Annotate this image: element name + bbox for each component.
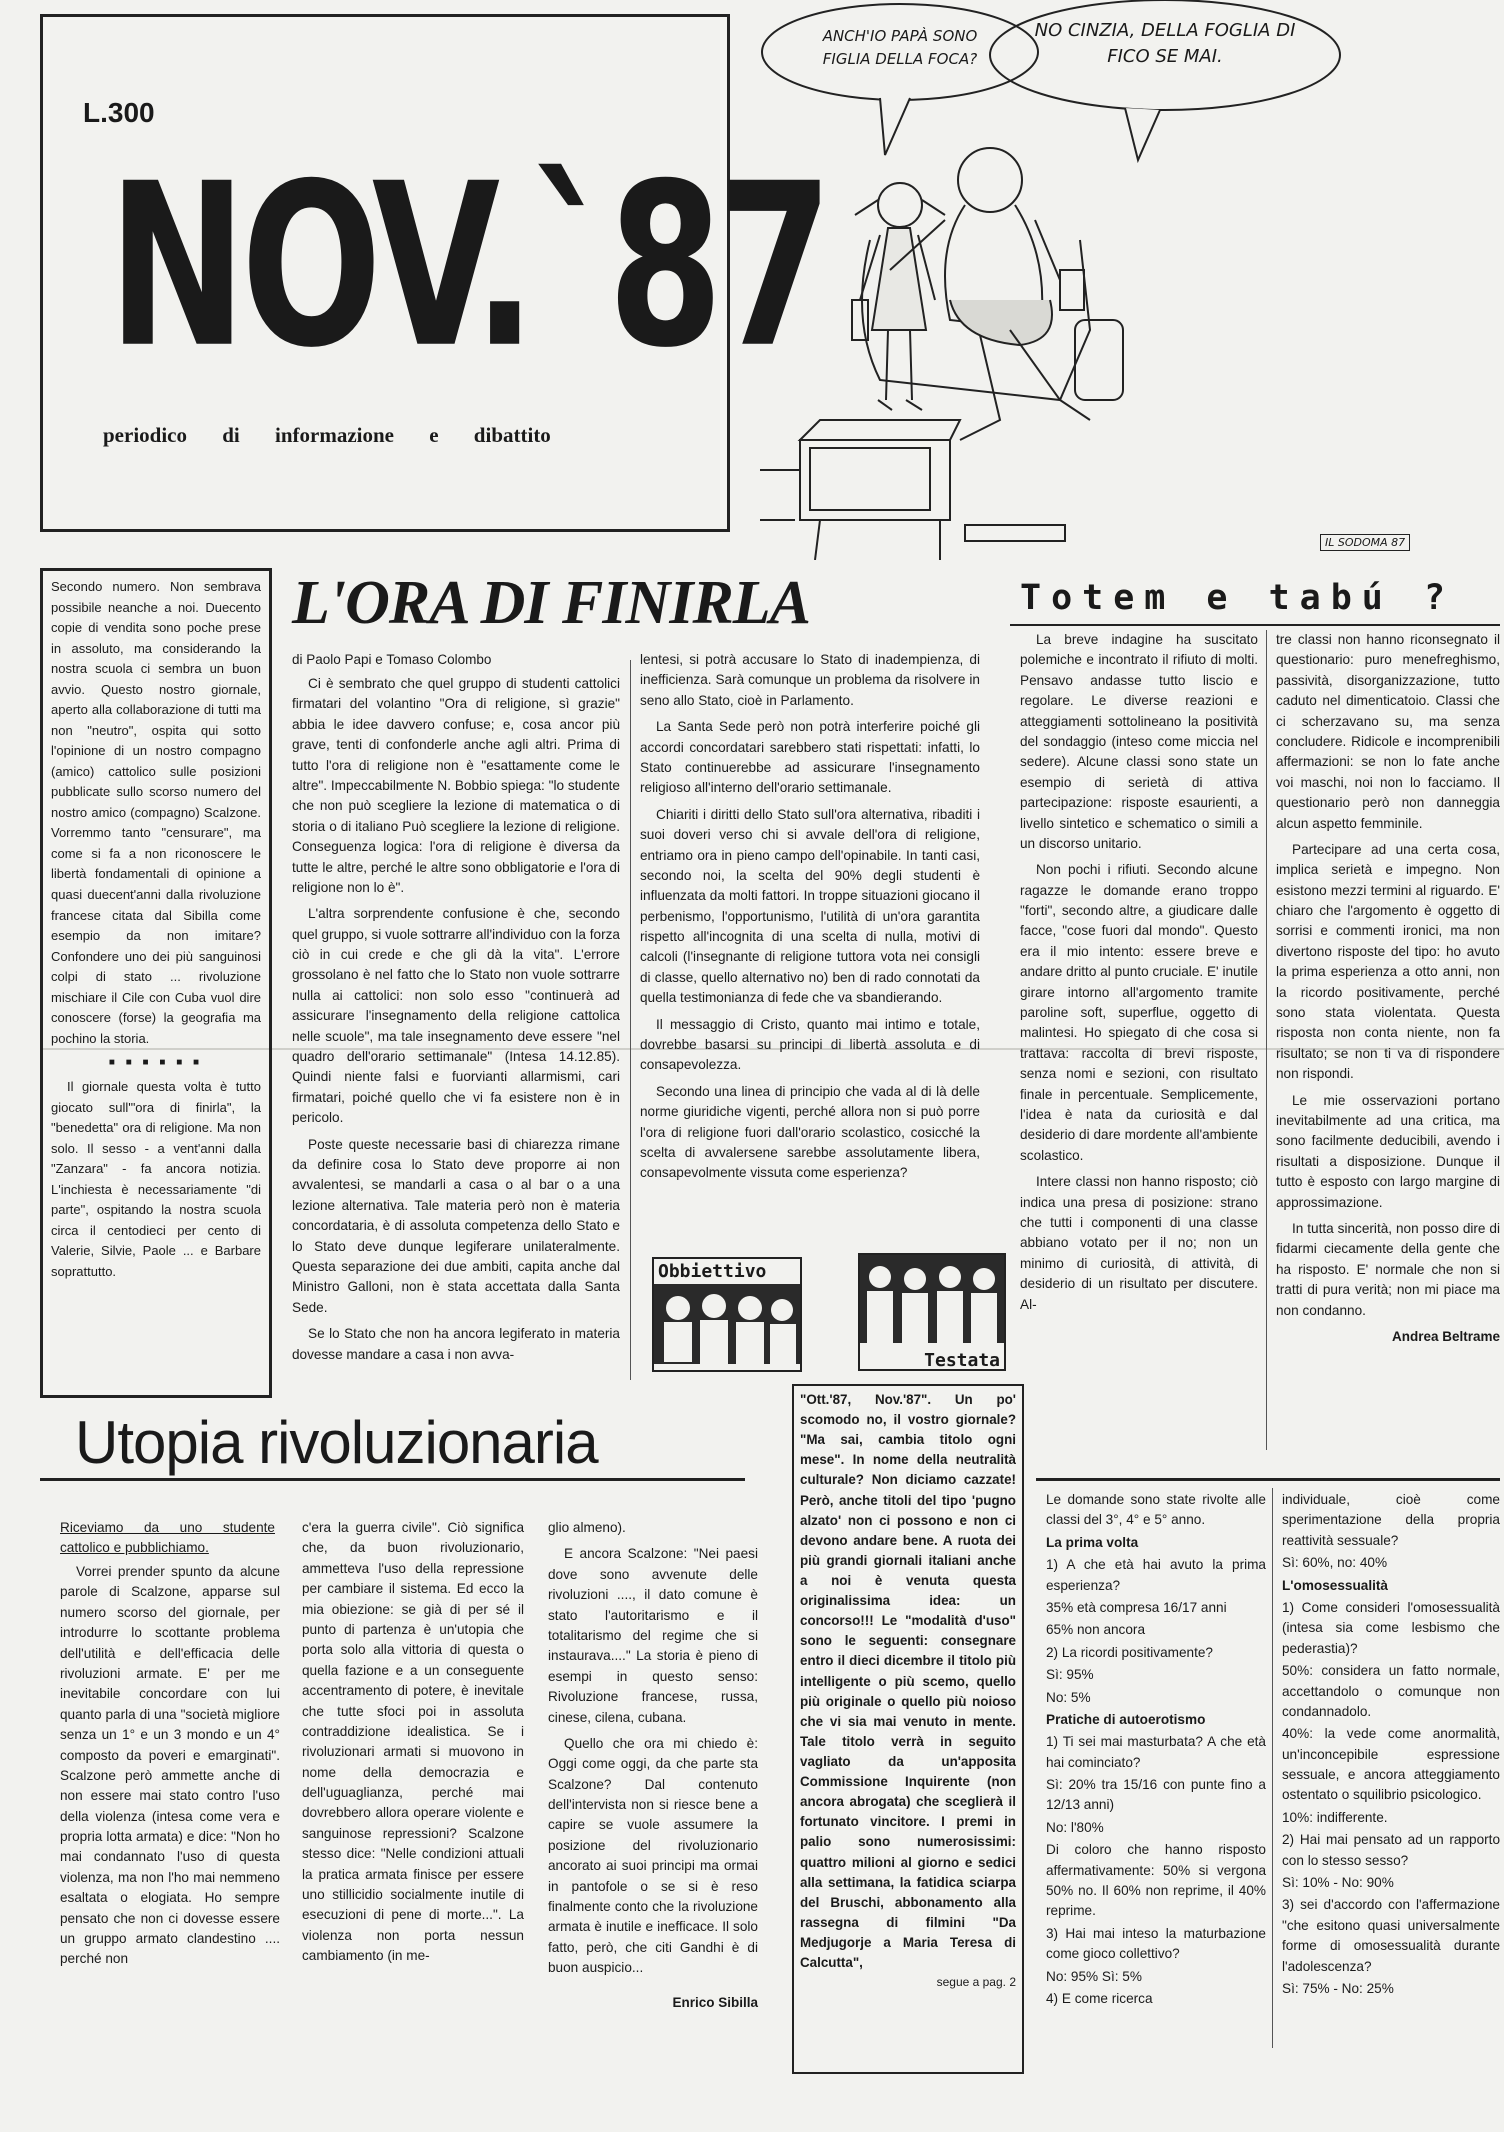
testata-box [858,1253,1006,1371]
masthead-title: NOV.`87 [108,136,828,398]
price: L.300 [83,97,155,128]
survey-line: Sì: 20% tra 15/16 con punte fino a 12/13 anni) [1046,1777,1266,1813]
crowd-icon [860,1255,1004,1343]
survey-section-title: Pratiche di autoerotismo [1046,1711,1206,1727]
finirla-paragraph: L'altra sorprendente confusione è che, secondo quel gruppo, si vuole sottrarre all'individuo con la forza ciò in cui crede e che gli dà la vita". L'errore grossolano è nel fatto che lo Stato non vuole sottrarre nulla ai cattolici: non solo esso "continuerà ad assicurare l'insegnamento della religione cattolica nelle scuole", ma tale insegnamento deve essere "nel quadro dell'orario settimanale" (Intesa 14.12.85). Quindi niente falsi e fuorvianti allarmismi, cari firmatari, poiché quello che vi fa esistere non è in pericolo. [292,906,620,1126]
survey-line: 1) Come consideri l'omosessualità (intesa sia come lesbismo che pederastia)? [1282,1599,1500,1656]
survey-line: 65% non ancora [1046,1622,1146,1638]
bubble-left-text: ANCH'IO PAPÀ SONO FIGLIA DELLA FOCA? [822,27,978,68]
column-divider [1266,630,1267,1450]
finirla-byline: di Paolo Papi e Tomaso Colombo [292,652,492,667]
finirla-paragraph: Il messaggio di Cristo, quanto mai intimo e totale, dovrebbe basarsi su principi di libertà assoluta e di consapevolezza. [640,1016,980,1073]
utopia-rule [40,1478,745,1481]
column-divider [630,660,631,1380]
testata-article-box [792,1384,1024,2074]
survey-line: No: 95% Sì: 5% [1046,1968,1142,1984]
utopia-headline: Utopia rivoluzionaria [75,1409,598,1476]
survey-line: No: l'80% [1046,1819,1104,1835]
survey-line: 40%: la vede come anormalità, un'inconcepibile espressione sessuale, e ancora atteggiamento ostentato o squilibrio psicologico. [1282,1726,1500,1803]
obbiettivo-box [652,1257,802,1372]
survey-line: 2) La ricordi positivamente? [1046,1644,1213,1660]
utopia-paragraph: glio almeno). [548,1520,626,1535]
survey-line: 4) E come ricerca [1046,1990,1153,2006]
survey-line: 35% età compresa 16/17 anni [1046,1599,1227,1615]
utopia-paragraph: Quello che ora mi chiedo è: Oggi come oggi, da che parte sta Scalzone? Dal contenuto dell'intervista non si riesce bene a capire se vuole assumere la posizione del rivoluzionario ancorato ai suoi principi ma ormai in pantofole o se si è reso finalmente conto che la rivoluzione armata è inutile e inefficace. Il solo fatto, però, che citi Gandhi è di buon auspicio... [548,1735,758,1976]
totem-paragraph: tre classi non hanno riconsegnato il questionario: puro menefreghismo, passività, disorganizzazione, tutto caduto nel dimenticatoio. Classi che ci scherzavano su, ma senza concludere. Ridicole e incomprenibili affermazioni: se non lo fate anche voi maschi, noi non lo facciamo. Il questionario però non danneggia alcun aspetto femminile. [1276,632,1500,831]
totem-col2 [1276,630,1500,1347]
finirla-col2 [640,650,980,1190]
survey-section-title: L'omosessualità [1282,1577,1388,1593]
totem-col1 [1020,630,1258,1321]
survey-intro: Le domande sono state rivolte alle classi del 3°, 4° e 5° anno. [1046,1492,1266,1528]
obbiettivo-label: Obbiettivo [658,1261,767,1282]
finirla-paragraph: Secondo una linea di principio che vada al di là delle norme giuridiche vigenti, perché allora non si può porre l'ora di religione fuori dall'orario scolastico, cosicché la scelta di avvalersene sarebbe assolutamente libera, consapevolmente vissuta come esperienza? [640,1083,980,1181]
utopia-col2: c'era la guerra civile". Ciò significa che, da buon rivoluzionario, ammetteva l'uso della repressione per cambiare il sistema. Ed ecco la mia obiezione: se già di per sé il punto di partenza è un'utopia che porta solo alla vittoria di questa o quella fazione e a un conseguente accentramento di potere, è inevitale che tutte sfoci poi in assoluta contraddizione idealistica. Se i rivoluzionari armati si muovono in nome della democrazia e dell'uguaglianza, perché mai dovrebbero allora operare violente e sanguinose repressioni? Scalzone stesso dice: "Nelle condizioni attuali la pratica armata finisce per essere uno stillicidio socialmente inutile di esecuzioni di pene di morte...". La violenza non porta nessun cambiamento (in me- [302,1520,524,1964]
totem-paragraph: Non pochi i rifiuti. Secondo alcune ragazze le domande erano troppo "forti", secondo altre, a giudicare dalle facce, "cose fuori dal mondo". Questo era il mio intento: essere breve e andare dritto al punto cruciale. E' inutile girare intorno all'argomento tramite paroline soft, superflue, oggetto di malintesi. Ho spiegato di che cosa si trattava: raccolta di brevi risposte, senza nomi e sezioni, con risultato finale in percentuale. Semplicemente, l'idea è nata da curiosità e dal desiderio di dare mordente all'ambiente scolastico. [1020,862,1258,1163]
survey-line: Sì: 10% - No: 90% [1282,1875,1394,1891]
survey-line: 3) Hai mai inteso la maturbazione come gioco collettivo? [1046,1925,1266,1962]
cartoon-signature: IL SODOMA 87 [1320,534,1410,551]
survey-line: 10%: indifferente. [1282,1809,1388,1825]
survey-line: 50%: considera un fatto normale, accettandolo o comunque non condannadolo. [1282,1663,1500,1719]
testata-body: "Ott.'87, Nov.'87". Un po' scomodo no, il vostro giornale? "Ma sai, cambia titolo ogni mese". In nome della neutralità culturale? Non diciamo cazzate! Però, anche titoli del tipo 'pugno alzato' non ci possono e non ci devono andare bene. A ruota dei più grandi giornali italiani anche a noi è venuta questa originalissima idea: un concorso!!! Le "modalità d'uso" sono le seguenti: consegnare entro il dieci dicembre il titolo più intelligente o più scemo, quello più originale o quello più noioso che vi sia mai venuto in mente. Tale titolo verrà in seguito vagliato da un'apposita Commissione Inquirente (non ancora abrogata) che sceglierà il fortunato vincitore. I premi in palio sono numerosissimi: quattro milioni al giorno e sedici alla settimana, la fatidica sciarpa del Bruschi, abbonamento alla rassegna di filmini "Da Medjugorje a Maria Teresa di Calcutta", [800,1392,1016,1971]
totem-signature: Andrea Beltrame [1391,1328,1500,1344]
utopia-col1: Vorrei prender spunto da alcune parole di Scalzone, apparse sul numero scorso del giornale, per introdurre lo scottante problema dell'utilità e dell'efficacia delle rivoluzioni armate. E' per me inevitabile concordare con lui quanto parla di una "società migliore senza un 1° e un 3 mondo e un 4° composto da poveri e emarginati". Scalzone però ammette anche di non essere mai stato contro l'uso della violenza (intesa come vera e propria lotta armata) e dice: "Non ho mai condannato l'uso di questa violenza, ma non l'ho mai nemmeno esaltata o elogiata. Ho sempre pensato che non ci dovesse essere un gruppo armato clandestino .... perché non [60,1564,280,1967]
finirla-paragraph: Poste queste necessarie basi di chiarezza rimane da definire cosa lo Stato deve proporre ai non avvalentesi, se mandarli a casa o al bar o a una lezione alternativa. Tale materia però non è materia concordataria, è di assoluta competenza dello Stato e lo Stato deve dunque legiferare unilateralmente. Questa separazione dei due ambiti, capita anche dal Ministro Galloni, non è stata accettata dalla Santa Sede. [292,1136,620,1315]
girl-figure [852,183,945,410]
survey-col1 [1046,1488,1266,2011]
finirla-paragraph: La Santa Sede però non potrà interferire poiché gli accordi concordatari sarebbero stati rispettati: infatti, lo Stato continuerebbe ad assicurare l'insegnamento religioso all'interno dell'orario settimanale. [640,719,980,796]
editorial-separator: ■ ■ ■ ■ ■ ■ [108,1057,204,1069]
cartoon-illustration [760,0,1500,560]
finirla-paragraph: Se lo Stato che non ha ancora legiferato in materia dovesse mandare a casa i non avva- [292,1326,620,1362]
utopia-col3 [548,1518,758,2013]
editorial-box [40,568,272,1398]
totem-paragraph: Intere classi non hanno risposto; ciò indica una presa di posizione: strano che tutti i componenti di una classe abbiano votato per il no; non un minimo di curiosità, di attività, di desiderio di un risultato per discutere. Al- [1020,1174,1258,1312]
masthead-box [40,14,828,532]
totem-paragraph: In tutta sincerità, non posso dire di fidarmi ciecamente della gente che ha risposto. E' normale che non si tratti di pura verità; non mi piace ma non condanno. [1276,1220,1500,1318]
survey-line: Sì: 75% - No: 25% [1282,1980,1394,1996]
survey-line: 1) Ti sei mai masturbata? A che età hai cominciato? [1046,1734,1266,1770]
survey-section-title: La prima volta [1046,1534,1139,1550]
survey-line: Di coloro che hanno risposto affermativamente: 50% si vergona 50% no. Il 60% non reprime, il 40% reprime. [1046,1842,1266,1919]
survey-line: Sì: 60%, no: 40% [1282,1555,1388,1571]
finirla-paragraph: Ci è sembrato che quel gruppo di studenti cattolici firmatari del volantino "Ora di religione, sì grazie" abbia le idee davvero confuse; e, cosa ancor più grave, tenti di confonderle anche agli altri. Prima di tutto l'ora di religione non è "esattamente come le altre". Impeccabilmente N. Bobbio spiega: "lo studente che non può scegliere la lezione di matematica o di storia o di italiano Può scegliere la lezione di religione. Conseguenza logica: l'ora di religione è diversa da tutte le altre, perché le altre sono obbligatorie e l'ora di religione non lo è". [292,676,620,895]
survey-line: No: 5% [1046,1689,1091,1705]
totem-paragraph: La breve indagine ha suscitato polemiche e incontrato il rifiuto di molti. Pensavo andasse tutto liscio e regolare. Le diverse reazioni e atteggiamenti sottolineano la positività del sondaggio (inteso come miccia nel sedere). Alcune classi sono state un esempio di serietà di attiva partecipazione: risposte esaurienti, a livello sintetico e schematico o simili a un discorso unitario. [1020,632,1258,851]
totem-top-rule [1010,624,1500,626]
finirla-paragraph: lentesi, si potrà accusare lo Stato di inadempienza, di inefficienza. Sarà comunque un problema da risolvere in seno allo Stato, cioè in Parlamento. [640,652,980,708]
audience-icon [654,1284,800,1364]
editorial-paragraph: Il giornale questa volta è tutto giocato sull'"ora di finirla", la "benedetta" ora di religione. Ma non solo. Il sesso - a vent'anni dalla "Zanzara" - fa ancora notizia. L'inchiesta è necessariamente "di parte", ospitando la nostra scuola circa il centodieci per cento di Valerie, Silvie, Paole ... e Barbare soprattutto. [51,1079,261,1279]
bubble-right-text: NO CINZIA, DELLA FOGLIA DI FICO SE MAI. [1034,20,1296,68]
survey-line: 2) Hai mai pensato ad un rapporto con lo stesso sesso? [1282,1832,1500,1868]
utopia-signature: Enrico Sibilla [672,1994,758,2010]
editorial-paragraph: Secondo numero. Non sembrava possibile neanche a noi. Duecento copie di vendita sono poche prese in assoluto, ma considerando la nostra scuola ci sembra un buon avvio. Questo nostro giornale, aperto alla collaborazione di tutti ma non "neutro", ospita qui sotto l'opinione di un nostro compagno (amico) cattolico sulle posizioni pubblicate sullo scorso numero del nostro amico (compagno) Scalzone. Vorremmo tanto "censurare", ma come si fa a non riconoscere le libertà fondamentali di opinione a quasi duecent'anni dalla rivoluzione francese citata dal Sibilla come esempio da non imitare? Confondere uno dei più sanguinosi colpi di stato ... rivoluzione mischiare il Cile con Cuba vuol dire conoscere (forse) la geografia ma pochino la storia. [51,579,261,1046]
survey-line: individuale, cioè come sperimentazione della propria reattività sessuale? [1282,1492,1500,1548]
finirla-paragraph: Chiariti i diritti dello Stato sull'ora alternativa, ribaditi i suoi doveri verso chi si avvale dell'ora di religione, entriamo ora in pieno campo dell'opinabile. In tanti casi, secondo noi, la scelta del 90% degli studenti è influenzata da molti fattori. In troppe situazioni giocano il perbenismo, l'opportunismo, l'utilità di un'ora garantita rispetto all'incognita di una scelta di nulla, motivi di calcoli (l'insegnante di religione tuttora vota nei consigli di classe, quello alternativo no) ben di rado connotati da quella testimonianza di fede che va sbandierando. [640,806,980,1006]
tv-set [760,420,1065,560]
survey-line: 1) A che età hai avuto la prima esperienza? [1046,1557,1266,1593]
survey-col2 [1282,1488,1500,2001]
column-divider [1272,1488,1273,2048]
testata-label: Testata [924,1350,1000,1371]
survey-top-rule [1036,1478,1500,1481]
masthead-subtitle: periodico di informazione e dibattito [103,423,551,447]
totem-paragraph: Partecipare ad una certa cosa, implica serietà e impegno. Non esistono mezzi termini al riguardo. E' chiaro che l'argomento è oggetto di sorrisi e commenti ironici, ma non divertono risposte del tipo: ho avuto la prima esperienza a otto anni, non la ricordo positivamente, perché sono stata violentata. Questa risposta non conta niente, non fa risultato; se non ti va di rispondere non rispondi. [1276,841,1500,1082]
utopia-paragraph: E ancora Scalzone: "Nei paesi dove sono avvenute delle rivoluzioni ...., il dato comune è stato l'autoritarismo e il totalitarismo del regime che si instaurava...." La storia è pieno di esempi in questo senso: Rivoluzione francese, russa, cinese, cilena, cubana. [548,1546,758,1725]
cartoon [760,0,1500,560]
utopia-intro: Riceviamo da uno studente cattolico e pubblichiamo. [60,1520,275,1556]
totem-paragraph: Le mie osservazioni portano inevitabilmente ad una critica, ma sono facilmente deducibili, avendo i risultati a disposizione. Dunque il tutto è esposto con largo margine di approssimazione. [1276,1092,1500,1210]
survey-line: 3) sei d'accordo con l'affermazione "che esitono quasi universalmente forme di omosessualità durante l'adolescenza? [1282,1897,1500,1974]
finirla-headline: L'ORA DI FINIRLA [292,569,811,637]
finirla-col1 [292,674,620,1371]
editorial-text [51,577,261,1282]
survey-line: Sì: 95% [1046,1667,1094,1683]
totem-headline: Totem e tabú ? [1020,578,1456,618]
testata-footer: segue a pag. 2 [936,1975,1016,1990]
